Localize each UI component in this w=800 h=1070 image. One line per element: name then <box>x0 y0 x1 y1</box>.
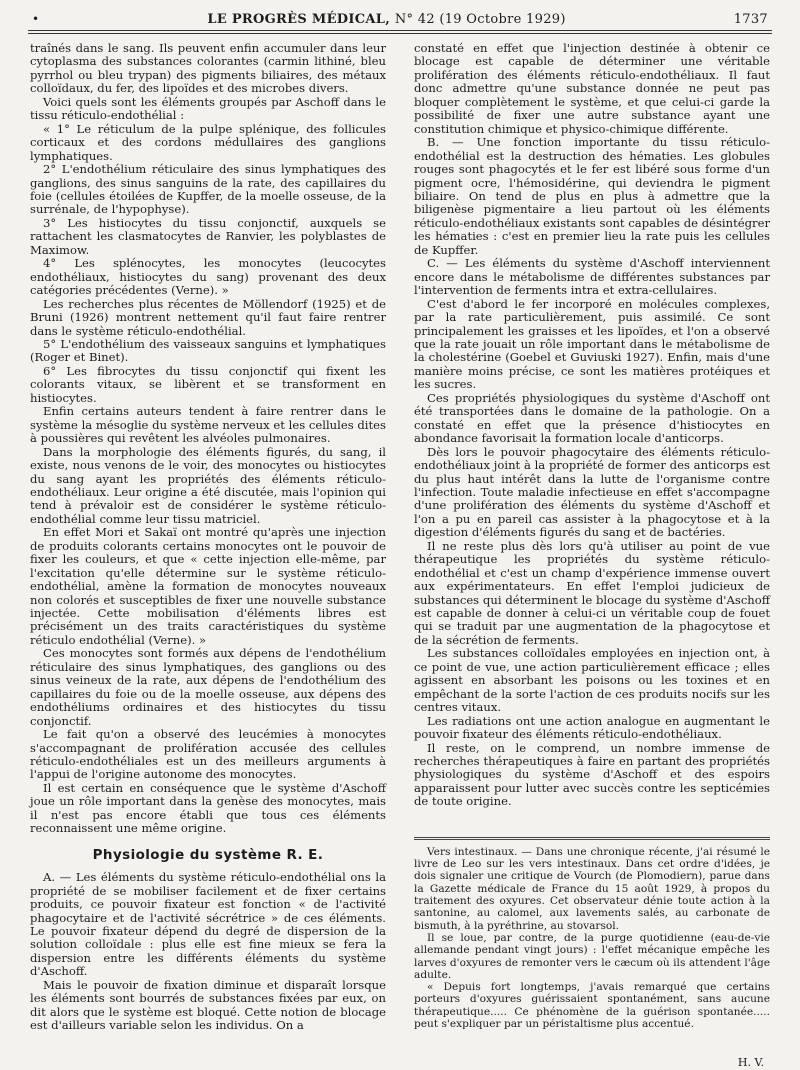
paragraph: Voici quels sont les éléments groupés par Aschoff dans le tissu réticulo-endothélial : <box>30 94 386 123</box>
left-column <box>30 42 386 1033</box>
page-header <box>32 9 768 29</box>
issue-info: N° 42 (19 Octobre 1929) <box>394 11 566 27</box>
page-number: 1737 <box>733 11 768 27</box>
paragraph: En effet Mori et Sakaï ont montré qu'après une injection de produits colorants certains monocytes ont le pouvoir de fixer les couleurs, et que « cette injection elle-même, par l'excitation qu'elle détermine sur le système réticulo-endothélial, amène la formation de monocytes nouveaux non colorés et susceptibles de fixer une nouvelle substance injectée. Cette mobilisation d'éléments libres est précisément un des traits caractéristiques du système réticulo endothélial (Verne). » <box>30 525 386 647</box>
paragraph: Il ne reste plus dès lors qu'à utiliser au point de vue thérapeutique les propriétés du système réticulo-endothélial et c'est un champ d'expérience immense ouvert aux expérimentateurs. En effet l'emploi judicieux de substances qui déterminent le blocage du système d'Aschoff est capable de donner à celui-ci un véritable coup de fouet qui se traduit par une augmentation de la phagocytose et de la sécrétion de ferments. <box>414 538 770 647</box>
section-heading: Physiologie du système R. E. <box>92 846 324 863</box>
paragraph: C'est d'abord le fer incorporé en molécules complexes, par la rate particulièrement, puis assimilé. Ce sont principalement les graisses et les lipoïdes, et l'on a observé que la rate jouait un rôle important dans le métabolisme de la cholestérine (Goebel et Guviuski 1927). Enfin, mais d'une manière moins précise, ce sont les matières protéiques et les sucres. <box>414 296 770 392</box>
header-rule-top <box>28 30 772 31</box>
section-divider <box>414 837 770 840</box>
paragraph: C. — Les éléments du système d'Aschoff interviennent encore dans le métabolisme de différentes substances par l'intervention de ferments intra et extra-cellulaires. <box>414 256 770 298</box>
header-rule-bottom <box>28 33 772 34</box>
paragraph: Les substances colloïdales employées en injection ont, à ce point de vue, une action particulièrement efficace ; elles agissent en absorbant les poisons ou les toxines et en empêchant de la sorte l'action de ces produits nocifs sur les centres vitaux. <box>414 646 770 715</box>
paragraph: Il est certain en conséquence que le système d'Aschoff joue un rôle important dans la genèse des monocytes, mais il n'est pas encore établi que tous ces éléments reconnaissent une même origine. <box>30 780 386 836</box>
paragraph: Le fait qu'on a observé des leucémies à monocytes s'accompagnant de prolifération accusée des cellules réticulo-endothéliales est un des meilleurs arguments à l'appui de l'origine autonome des monocytes. <box>30 727 386 782</box>
paragraph: 4° Les splénocytes, les monocytes (leucocytes endothéliaux, histiocytes du sang) provenant des deux catégories précédentes (Verne). » <box>30 256 386 298</box>
paragraph: traînés dans le sang. Ils peuvent enfin accumuler dans leur cytoplasma des substances colorantes (carmin lithiné, bleu pyrrhol ou bleu trypan) des pigments biliaires, des métaux colloïdaux, du fer, des lipoïdes et des microbes divers. <box>30 41 386 96</box>
journal-name: LE PROGRÈS MÉDICAL, <box>207 11 391 27</box>
paragraph: Dans la morphologie des éléments figurés, du sang, il existe, nous venons de le voir, des monocytes ou histiocytes du sang ayant les propriétés des éléments réticulo-endothéliaux. Leur origine a été discutée, mais l'opinion qui tend à prévaloir est de considérer le système réticulo-endothélial comme leur tissu matriciel. <box>30 444 386 526</box>
paragraph: 3° Les histiocytes du tissu conjonctif, auxquels se rattachent les clasmatocytes de Ranvier, les polyblastes de Maximow. <box>30 215 386 257</box>
chronicle-note <box>414 846 770 1030</box>
paragraph: Ces monocytes sont formés aux dépens de l'endothélium réticulaire des sinus lymphatiques, des ganglions ou des sinus veineux de la rate, aux dépens de l'endothélium des capillaires du foie ou de la moelle osseuse, aux dépens des endothéliums ordinaires et des histiocytes du tissu conjonctif. <box>30 646 386 728</box>
running-title <box>207 12 565 27</box>
paragraph: 2° L'endothélium réticulaire des sinus lymphatiques des ganglions, des sinus sanguins de la rate, des capillaires du foie (cellules étoilées de Kupffer, de la moelle osseuse, de la surrénale, de l'hypophyse). <box>30 162 386 217</box>
paragraph: B. — Une fonction importante du tissu réticulo-endothélial est la destruction des hématies. Les globules rouges sont phagocytés et le fer est libéré sous forme d'un pigment ocre, l'hémosidérine, qui deviendra le pigment biliaire. On tend de plus en plus à admettre que la biligenèse pigmentaire a lieu partout où les éléments réticulo-endothéliaux existants sont capables de désintégrer les hématies : c'est en premier lieu la rate puis les cellules de Kupffer. <box>414 135 770 257</box>
note-paragraph: « Depuis fort longtemps, j'avais remarqué que certains porteurs d'oxyures guérissaient spontanément, sans aucune thérapeutique..... Ce phénomène de la guérison spontanée..... peut s'expliquer par un péristaltisme plus accentué. <box>414 981 770 1030</box>
note-paragraph: Il se loue, par contre, de la purge quotidienne (eau-de-vie allemande pendant vingt jours) : l'effet mécanique empêche les larves d'oxyures de remonter vers le cæcum où ils attendent l'âge adulte. <box>414 931 770 981</box>
right-column <box>414 42 770 1070</box>
author-signature: H. V. <box>737 1056 764 1070</box>
paragraph: 6° Les fibrocytes du tissu conjonctif qui fixent les colorants vitaux, se libèrent et se transforment en histiocytes. <box>30 363 386 405</box>
paragraph: 5° L'endothélium des vaisseaux sanguins et lymphatiques (Roger et Binet). <box>30 336 386 365</box>
paragraph: constaté en effet que l'injection destinée à obtenir ce blocage est capable de déterminer une véritable prolifération des éléments réticulo-endothéliaux. Il faut donc admettre qu'une substance donnée ne peut pas bloquer complètement le système, et que celui-ci garde la possibilité de fixer une autre substance ayant une constitution chimique et physico-chimique différente. <box>414 41 770 136</box>
header-bullet: • <box>32 12 40 26</box>
note-paragraph: Vers intestinaux. — Dans une chronique récente, j'ai résumé le livre de Leo sur les vers intestinaux. Dans cet ordre d'idées, je dois signaler une critique de Vourch (de Plomodiern), parue dans la Gazette médicale de France du 15 août 1929, à propos du traitement des oxyures. Cet observateur dénie toute action à la santonine, au calomel, aux lavements salés, au carbonate de bismuth, à la pyréthrine, au stovarsol. <box>414 845 770 932</box>
paragraph: « 1° Le réticulum de la pulpe splénique, des follicules corticaux et des cordons médullaires des ganglions lymphatiques. <box>30 121 386 163</box>
paragraph: Il reste, on le comprend, un nombre immense de recherches thérapeutiques à faire en partant des propriétés physiologiques du système d'Aschoff et des espoirs apparaissent pour lutter avec succès contre les septicémies de toute origine. <box>414 740 770 809</box>
paragraph: Dès lors le pouvoir phagocytaire des éléments réticulo-endothéliaux joint à la propriété de former des anticorps est du plus haut intérêt dans la lutte de l'organisme contre l'infection. Toute maladie infectieuse en effet s'accompagne d'une prolifération des éléments du système d'Aschoff et l'on a pu en pareil cas assister à la phagocytose et à la digestion d'éléments figurés du sang et de bactéries. <box>414 444 770 540</box>
paragraph: Mais le pouvoir de fixation diminue et disparaît lorsque les éléments sont bourrés de substances fixées par eux, on dit alors que le système est bloqué. Cette notion de blocage est d'ailleurs variable selon les individus. On a <box>30 977 386 1033</box>
paragraph: A. — Les éléments du système réticulo-endothélial ons la propriété de se mobiliser facilement et de fixer certains produits, ce pouvoir fixateur est fonction « de l'activité phagocytaire et de l'activité sécrétrice » de ces éléments. Le pouvoir fixateur dépend du degré de dispersion de la solution colloïdale : plus elle est fine mieux se fera la dispersion entre les différents éléments du système d'Aschoff. <box>30 870 386 979</box>
paragraph: Les recherches plus récentes de Möllendorf (1925) et de Bruni (1926) montrent nettement qu'il faut faire rentrer dans le système réticulo-endothélial. <box>30 296 386 338</box>
paragraph: Les radiations ont une action analogue en augmentant le pouvoir fixateur des éléments réticulo-endothéliaux. <box>414 713 770 742</box>
paragraph: Ces propriétés physiologiques du système d'Aschoff ont été transportées dans le domaine de la pathologie. On a constaté en effet que la présence d'histiocytes en abondance favorisait la formation locale d'anticorps. <box>414 390 770 446</box>
paragraph: Enfin certains auteurs tendent à faire rentrer dans le système la mésoglie du système nerveux et les cellules dites à poussières qui revêtent les alvéoles pulmonaires. <box>30 404 386 446</box>
